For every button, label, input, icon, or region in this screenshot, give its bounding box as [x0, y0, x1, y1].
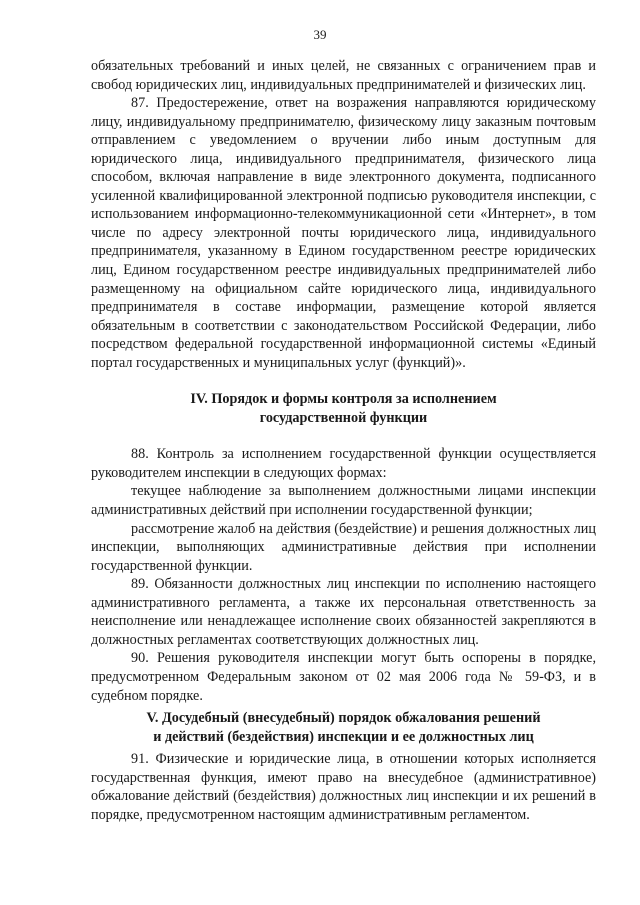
- paragraph-88: 88. Контроль за исполнением государственной функции осуществляется руководителем инспекции в следующих формах:: [91, 446, 596, 481]
- page-number: 39: [313, 27, 327, 42]
- paragraph-89: 89. Обязанности должностных лиц инспекции по исполнению настоящего административного регламента, а также их персональная ответственность за неисполнение или ненадлежащее исполнение своих обязанностей закрепляются в должностных регламентах соответствующих должностных лиц.: [91, 576, 596, 648]
- section-heading-5-line-2: и действий (бездействия) инспекции и ее должностных лиц: [153, 728, 534, 745]
- section-heading-4-line-2: государственной функции: [259, 409, 428, 426]
- section-heading-5-line-1: V. Досудебный (внесудебный) порядок обжалования решений: [146, 710, 541, 727]
- section-heading-5: [91, 709, 596, 746]
- paragraph-87: 87. Предостережение, ответ на возражения направляются юридическому лицу, индивидуальному предпринимателю, физическому лицу заказным почтовым отправлением с уведомлением о вручении либо иным доступным для юридического лица, индивидуального предпринимателя, физического лица способом, включая направление в виде электронного документа, подписанного усиленной квалифицированной электронной подписью руководителя инспекции, с использованием информационно-телекоммуникационной сети «Интернет», в том числе по адресу электронной почты юридического лица, индивидуального предпринимателя, указанному в Едином государственном реестре юридических лиц, Едином государственном реестре индивидуальных предпринимателей либо размещенному на официальном сайте юридического лица, индивидуального предпринимателя в составе информации, размещение которой является обязательным в соответствии с законодательством Российской Федерации, либо посредством федеральной государственной информационной системы «Единый портал государственных и муниципальных услуг (функций)».: [91, 95, 596, 371]
- paragraph-88-item-2: рассмотрение жалоб на действия (бездействие) и решения должностных лиц инспекции, выполняющих административные действия при исполнении государственной функции.: [91, 520, 596, 574]
- paragraph-continuation: обязательных требований и иных целей, не связанных с ограничением прав и свобод юридических лиц, индивидуальных предпринимателей и физических лиц.: [91, 58, 596, 93]
- document-body: [91, 57, 596, 824]
- paragraph-88-item-1: текущее наблюдение за выполнением должностными лицами инспекции административных действий при исполнении государственной функции;: [91, 483, 596, 519]
- section-heading-4: [91, 390, 596, 427]
- paragraph-91: 91. Физические и юридические лица, в отношении которых исполняется государственная функция, имеют право на внесудебное (административное) обжалование действий (бездействия) должностных лиц инспекции и их решений в порядке, предусмотренном настоящим административным регламентом.: [91, 751, 596, 823]
- section-heading-4-line-1: IV. Порядок и формы контроля за исполнением: [190, 391, 497, 408]
- paragraph-90: 90. Решения руководителя инспекции могут быть оспорены в порядке, предусмотренном Федеральным законом от 02 мая 2006 года № 59-ФЗ, и в судебном порядке.: [91, 650, 596, 704]
